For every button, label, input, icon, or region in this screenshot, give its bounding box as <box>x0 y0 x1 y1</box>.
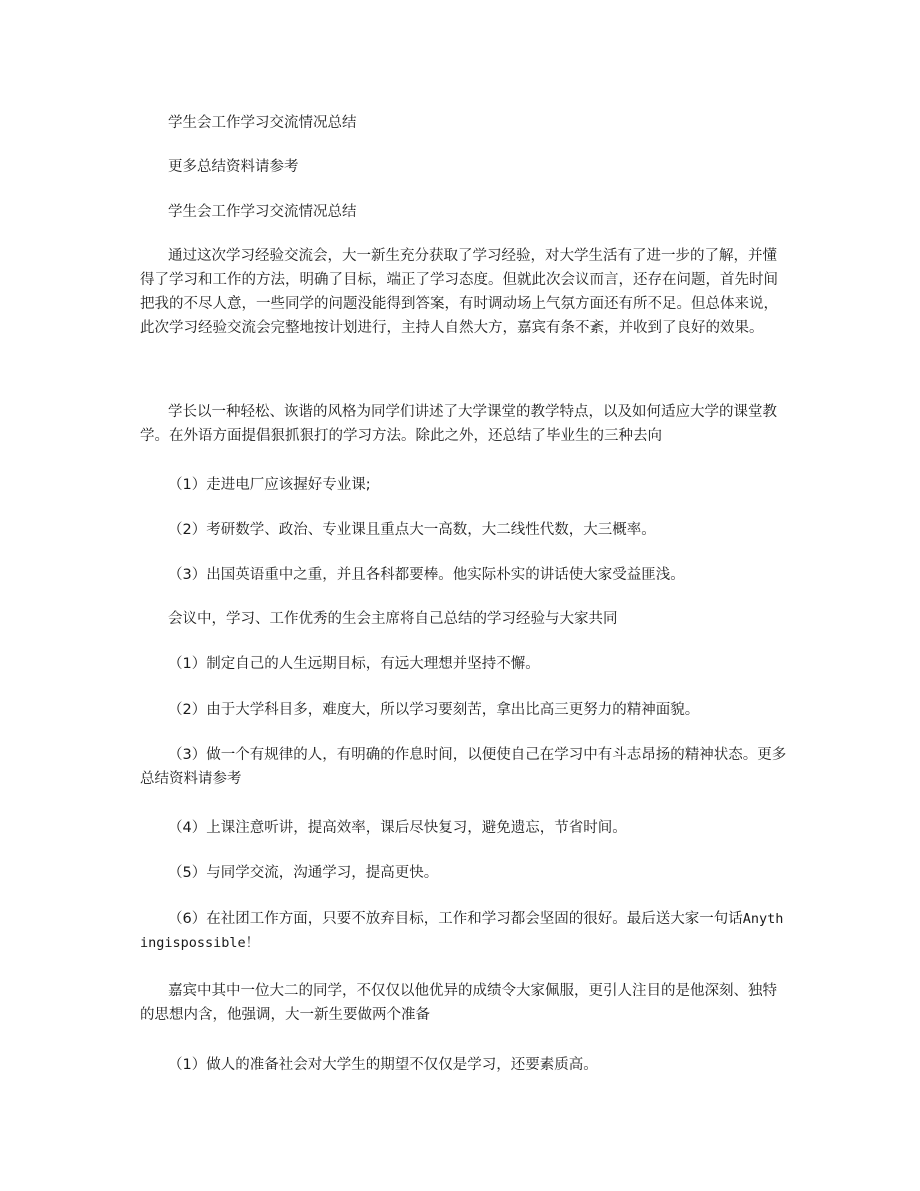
list-item-b2: （2）由于大学科目多，难度大，所以学习要刻苦，拿出比高三更努力的精神面貌。 <box>168 702 700 718</box>
list-item-a2: （2）考研数学、政治、专业课且重点大一高数，大二线性代数，大三概率。 <box>168 522 656 538</box>
document-subtitle: 学生会工作学习交流情况总结 <box>168 204 357 220</box>
paragraph-senior-talk: 学长以一种轻松、诙谐的风格为同学们讲述了大学课堂的教学特点，以及如何适应大学的课堂教学。在外语方面提倡狠抓狠打的学习方法。除此之外，还总结了毕业生的三种去向 <box>140 404 777 444</box>
paragraph-sophomore: 嘉宾中其中一位大二的同学，不仅仅以他优异的成绩令大家佩服，更引人注目的是他深刻、独特的思想内含，他强调，大一新生要做两个准备 <box>140 983 777 1023</box>
list-item-b1: （1）制定自己的人生远期目标，有远大理想并坚持不懈。 <box>168 656 540 672</box>
list-item-b3: （3）做一个有规律的人，有明确的作息时间，以便使自己在学习中有斗志昂扬的精神状态。更多总结资料请参考 <box>140 747 787 787</box>
list-item-a1: （1）走进电厂应该握好专业课; <box>168 477 371 493</box>
document-title: 学生会工作学习交流情况总结 <box>168 115 357 131</box>
list-item-b4: （4）上课注意听讲，提高效率，课后尽快复习，避免遗忘，节省时间。 <box>168 820 627 836</box>
list-item-b6-text: （6）在社团工作方面，只要不放弃目标，工作和学习都会坚固的很好。最后送大家一句话 <box>168 911 743 927</box>
paragraph-chairman: 会议中，学习、工作优秀的生会主席将自己总结的学习经验与大家共同 <box>168 611 618 627</box>
list-item-c1: （1）做人的准备社会对大学生的期望不仅仅是学习，还要素质高。 <box>168 1057 598 1073</box>
list-item-b5: （5）与同学交流，沟通学习，提高更快。 <box>168 865 439 881</box>
list-item-a3: （3）出国英语重中之重，并且各科都要棒。他实际朴实的讲话使大家受益匪浅。 <box>168 567 685 583</box>
more-resources-text: 更多总结资料请参考 <box>168 159 299 175</box>
english-quote: Anythingispossible！ <box>140 911 784 951</box>
list-item-b6 <box>140 907 790 955</box>
paragraph-summary: 通过这次学习经验交流会，大一新生充分获取了学习经验，对大学生活有了进一步的了解，并懂得了学习和工作的方法，明确了目标，端正了学习态度。但就此次会议而言，还存在问题，首先时间把我的不尽人意，一些同学的问题没能得到答案，有时调动场上气氛方面还有所不足。但总体来说，此次学习经验交流会完整地按计划进行，主持人自然大方，嘉宾有条不紊，并收到了良好的效果。 <box>140 248 778 336</box>
